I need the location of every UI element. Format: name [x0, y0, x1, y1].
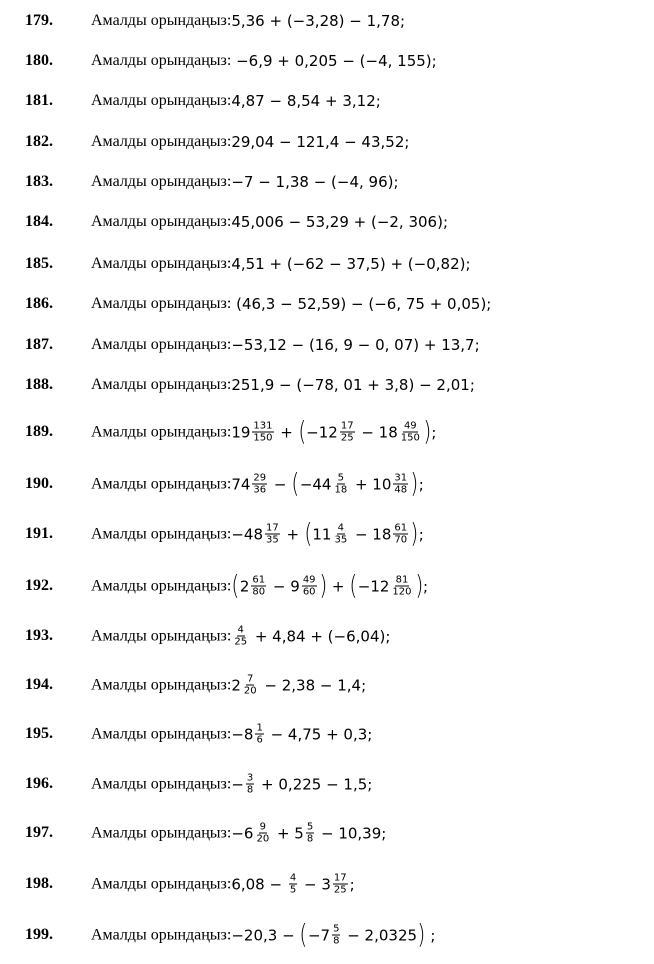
instruction-label: Амалды орындаңыз:: [91, 824, 232, 841]
problem-line: [91, 255, 471, 273]
problem-number: 189.: [25, 423, 53, 440]
problem-row: [0, 621, 654, 651]
expression-text: 5,36 + (−3,28) − 1,78;: [231, 12, 406, 30]
problem-number: 196.: [25, 775, 53, 792]
problem-line: [91, 173, 399, 191]
problem-number: 190.: [25, 475, 53, 492]
numerator: 5: [333, 923, 340, 935]
numerator: 61: [394, 522, 408, 534]
big-parenthesis: ): [423, 416, 432, 448]
numerator: 31: [394, 472, 408, 484]
problem-line: [91, 873, 355, 896]
expression-text: ;: [431, 423, 437, 441]
expression-text: ;: [425, 926, 436, 944]
numerator: 5: [306, 821, 314, 833]
fraction: [333, 473, 348, 496]
problem-line: [91, 468, 424, 500]
problem-number: 199.: [25, 926, 53, 943]
problem-line: [91, 376, 475, 394]
expression-text: 74: [231, 475, 251, 493]
expression-text: −53,12 − (16, 9 − 0, 07) + 13,7;: [231, 336, 480, 354]
denominator: 8: [246, 784, 254, 796]
fraction: [333, 523, 348, 546]
problem-row: [0, 670, 654, 700]
denominator: 20: [243, 685, 257, 697]
fraction: [340, 421, 355, 444]
denominator: 25: [333, 884, 347, 896]
expression-text: −20,3 −: [231, 926, 300, 944]
expression-text: 29,04 − 121,4 − 43,52;: [231, 133, 410, 151]
math-expression: [231, 52, 436, 70]
expression-text: (46,3 − 52,59) − (−6, 75 + 0,05);: [231, 295, 492, 313]
fraction: [302, 575, 317, 598]
problem-number: 195.: [25, 725, 53, 742]
expression-text: −6,9 + 0,205 − (−4, 155);: [231, 52, 437, 70]
numerator: 17: [333, 872, 347, 884]
math-expression: [231, 255, 470, 273]
denominator: 5: [289, 884, 297, 896]
big-parenthesis: (: [299, 919, 308, 951]
fraction: [393, 523, 408, 546]
numerator: 131: [253, 420, 273, 432]
expression-text: 4,87 − 8,54 + 3,12;: [231, 92, 381, 110]
numerator: 81: [395, 574, 409, 586]
fraction: [251, 575, 266, 598]
denominator: 120: [392, 586, 412, 598]
big-parenthesis: (: [231, 570, 240, 602]
denominator: 36: [253, 484, 267, 496]
instruction-label: Амалды орындаңыз:: [91, 376, 232, 393]
problem-line: [91, 12, 405, 30]
problem-row: [0, 417, 654, 447]
numerator: 17: [340, 420, 354, 432]
big-parenthesis: ): [410, 518, 419, 550]
problem-row: [0, 719, 654, 749]
big-parenthesis: ): [414, 570, 423, 602]
problem-line: [91, 822, 386, 845]
math-expression: [231, 822, 386, 845]
denominator: 70: [394, 534, 408, 546]
problem-number: 191.: [25, 525, 53, 542]
denominator: 18: [334, 484, 348, 496]
math-expression: [231, 625, 390, 648]
problem-number: 197.: [25, 824, 53, 841]
denominator: 60: [302, 586, 316, 598]
math-expression: [231, 518, 424, 550]
problem-line: [91, 92, 381, 110]
fraction: [393, 473, 408, 496]
problem-row: [0, 46, 654, 76]
problem-row: [0, 370, 654, 400]
problem-number: 193.: [25, 627, 53, 644]
expression-text: 2: [239, 577, 250, 595]
expression-text: − 2,38 − 1,4;: [259, 676, 367, 694]
problem-row: [0, 769, 654, 799]
instruction-label: Амалды орындаңыз:: [91, 475, 232, 492]
denominator: 48: [394, 484, 408, 496]
problem-line: [91, 773, 372, 796]
problem-number: 194.: [25, 676, 53, 693]
expression-text: 251,9 − (−78, 01 + 3,8) − 2,01;: [231, 376, 475, 394]
expression-text: 6,08 −: [231, 875, 287, 893]
expression-text: + 0,225 − 1,5;: [256, 775, 373, 793]
denominator: 25: [234, 636, 248, 648]
instruction-label: Амалды орындаңыз:: [91, 525, 232, 542]
math-expression: [231, 468, 424, 500]
fraction: [252, 473, 267, 496]
big-parenthesis: (: [297, 416, 306, 448]
expression-text: − 3: [299, 875, 331, 893]
problem-line: [91, 295, 491, 313]
denominator: 80: [252, 586, 266, 598]
fraction: [400, 421, 421, 444]
math-expression: [231, 570, 429, 602]
problem-line: [91, 133, 409, 151]
instruction-label: Амалды орындаңыз:: [91, 775, 232, 792]
expression-text: +: [281, 525, 304, 543]
expression-text: + 4,84 + (−6,04);: [250, 627, 391, 645]
problem-row: [0, 330, 654, 360]
problem-number: 187.: [25, 336, 53, 353]
problem-line: [91, 674, 366, 697]
instruction-label: Амалды орындаңыз:: [91, 213, 232, 230]
problem-row: [0, 519, 654, 549]
expression-text: −44: [299, 475, 332, 493]
math-expression: [231, 773, 372, 796]
instruction-label: Амалды орындаңыз:: [91, 676, 232, 693]
fraction: [333, 873, 348, 896]
math-expression: [231, 173, 398, 191]
math-expression: [231, 873, 354, 896]
instruction-label: Амалды орындаңыз:: [91, 133, 232, 150]
expression-text: + 5: [272, 824, 304, 842]
numerator: 61: [252, 574, 266, 586]
math-expression: [231, 92, 380, 110]
big-parenthesis: (: [304, 518, 313, 550]
fraction: [265, 523, 280, 546]
problem-line: [91, 518, 424, 550]
problem-line: [91, 52, 437, 70]
math-expression: [231, 919, 436, 951]
denominator: 8: [306, 833, 314, 845]
instruction-label: Амалды орындаңыз:: [91, 627, 232, 644]
numerator: 1: [256, 722, 263, 734]
numerator: 49: [302, 574, 316, 586]
instruction-label: Амалды орындаңыз:: [91, 92, 232, 109]
problem-row: [0, 86, 654, 116]
expression-text: −12: [357, 577, 390, 595]
denominator: 25: [340, 432, 354, 444]
expression-text: − 4,75 + 0,3;: [265, 725, 373, 743]
problem-number: 192.: [25, 577, 53, 594]
big-parenthesis: (: [291, 468, 300, 500]
math-expression: [231, 336, 479, 354]
math-expression: [231, 376, 475, 394]
instruction-label: Амалды орындаңыз:: [91, 926, 232, 943]
numerator: 49: [403, 420, 417, 432]
expression-text: ;: [423, 577, 429, 595]
expression-text: −8: [231, 725, 254, 743]
expression-text: − 9: [268, 577, 300, 595]
numerator: 3: [246, 772, 254, 784]
denominator: 20: [256, 833, 270, 845]
instruction-label: Амалды орындаңыз:: [91, 725, 232, 742]
denominator: 35: [265, 534, 279, 546]
numerator: 4: [237, 624, 244, 636]
fraction: [246, 773, 254, 796]
problem-row: [0, 818, 654, 848]
expression-text: −: [231, 775, 244, 793]
big-parenthesis: ): [417, 919, 426, 951]
problem-line: [91, 625, 390, 648]
problem-number: 188.: [25, 376, 53, 393]
problem-number: 181.: [25, 92, 53, 109]
expression-text: ;: [418, 475, 424, 493]
fraction: [255, 822, 270, 845]
problem-line: [91, 919, 436, 951]
problem-number: 180.: [25, 52, 53, 69]
expression-text: 4,51 + (−62 − 37,5) + (−0,82);: [231, 255, 471, 273]
problem-number: 198.: [25, 875, 53, 892]
expression-text: 45,006 − 53,29 + (−2, 306);: [231, 213, 449, 231]
fraction: [243, 674, 258, 697]
problem-line: [91, 213, 448, 231]
problem-row: [0, 920, 654, 950]
fraction: [252, 421, 273, 444]
expression-text: −7 − 1,38 − (−4, 96);: [231, 173, 399, 191]
problem-row: [0, 6, 654, 36]
instruction-label: Амалды орындаңыз:: [91, 12, 232, 29]
problem-row: [0, 469, 654, 499]
math-expression: [231, 133, 409, 151]
expression-text: − 10,39;: [316, 824, 387, 842]
instruction-label: Амалды орындаңыз:: [91, 336, 232, 353]
problem-line: [91, 723, 372, 746]
problem-line: [91, 416, 437, 448]
expression-text: 11: [312, 525, 332, 543]
problem-number: 184.: [25, 213, 53, 230]
expression-text: −: [269, 475, 292, 493]
math-expression: [231, 416, 437, 448]
math-expression: [231, 295, 491, 313]
math-expression: [231, 12, 405, 30]
math-expression: [231, 674, 366, 697]
instruction-label: Амалды орындаңыз:: [91, 577, 232, 594]
fraction: [332, 924, 340, 947]
instruction-label: Амалды орындаңыз:: [91, 52, 232, 69]
expression-text: ;: [349, 875, 355, 893]
problem-number: 179.: [25, 12, 53, 29]
expression-text: −12: [306, 423, 338, 441]
expression-text: 19: [231, 423, 251, 441]
expression-text: − 18: [356, 423, 398, 441]
math-expression: [231, 723, 372, 746]
problem-row: [0, 167, 654, 197]
problem-number: 182.: [25, 133, 53, 150]
problem-number: 185.: [25, 255, 53, 272]
problem-row: [0, 289, 654, 319]
instruction-label: Амалды орындаңыз:: [91, 423, 232, 440]
expression-text: +: [327, 577, 350, 595]
big-parenthesis: ): [410, 468, 419, 500]
expression-text: −6: [231, 824, 254, 842]
denominator: 8: [333, 935, 340, 947]
expression-text: + 10: [350, 475, 392, 493]
problem-line: [91, 570, 429, 602]
denominator: 150: [253, 432, 273, 444]
denominator: 35: [334, 534, 348, 546]
instruction-label: Амалды орындаңыз:: [91, 295, 232, 312]
denominator: 150: [400, 432, 420, 444]
numerator: 7: [247, 673, 254, 685]
numerator: 4: [337, 522, 345, 534]
fraction: [391, 575, 412, 598]
numerator: 4: [289, 872, 297, 884]
numerator: 5: [337, 472, 345, 484]
expression-text: ;: [418, 525, 424, 543]
big-parenthesis: (: [349, 570, 358, 602]
fraction: [306, 822, 314, 845]
instruction-label: Амалды орындаңыз:: [91, 173, 232, 190]
math-expression: [231, 213, 448, 231]
problem-row: [0, 127, 654, 157]
problem-number: 186.: [25, 295, 53, 312]
instruction-label: Амалды орындаңыз:: [91, 875, 232, 892]
fraction: [233, 625, 248, 648]
numerator: 29: [253, 472, 267, 484]
denominator: 6: [256, 734, 263, 746]
fraction: [289, 873, 297, 896]
problem-row: [0, 869, 654, 899]
expression-text: 2: [231, 676, 241, 694]
fraction: [255, 723, 263, 746]
problem-line: [91, 336, 480, 354]
instruction-label: Амалды орындаңыз:: [91, 255, 232, 272]
problem-row: [0, 207, 654, 237]
expression-text: −7: [307, 926, 331, 944]
numerator: 9: [259, 821, 266, 833]
expression-text: − 2,0325: [342, 926, 418, 944]
numerator: 17: [265, 522, 279, 534]
problem-row: [0, 571, 654, 601]
expression-text: −48: [231, 525, 263, 543]
expression-text: +: [275, 423, 298, 441]
expression-text: − 18: [350, 525, 392, 543]
problem-number: 183.: [25, 173, 53, 190]
problem-row: [0, 249, 654, 279]
big-parenthesis: ): [318, 570, 327, 602]
